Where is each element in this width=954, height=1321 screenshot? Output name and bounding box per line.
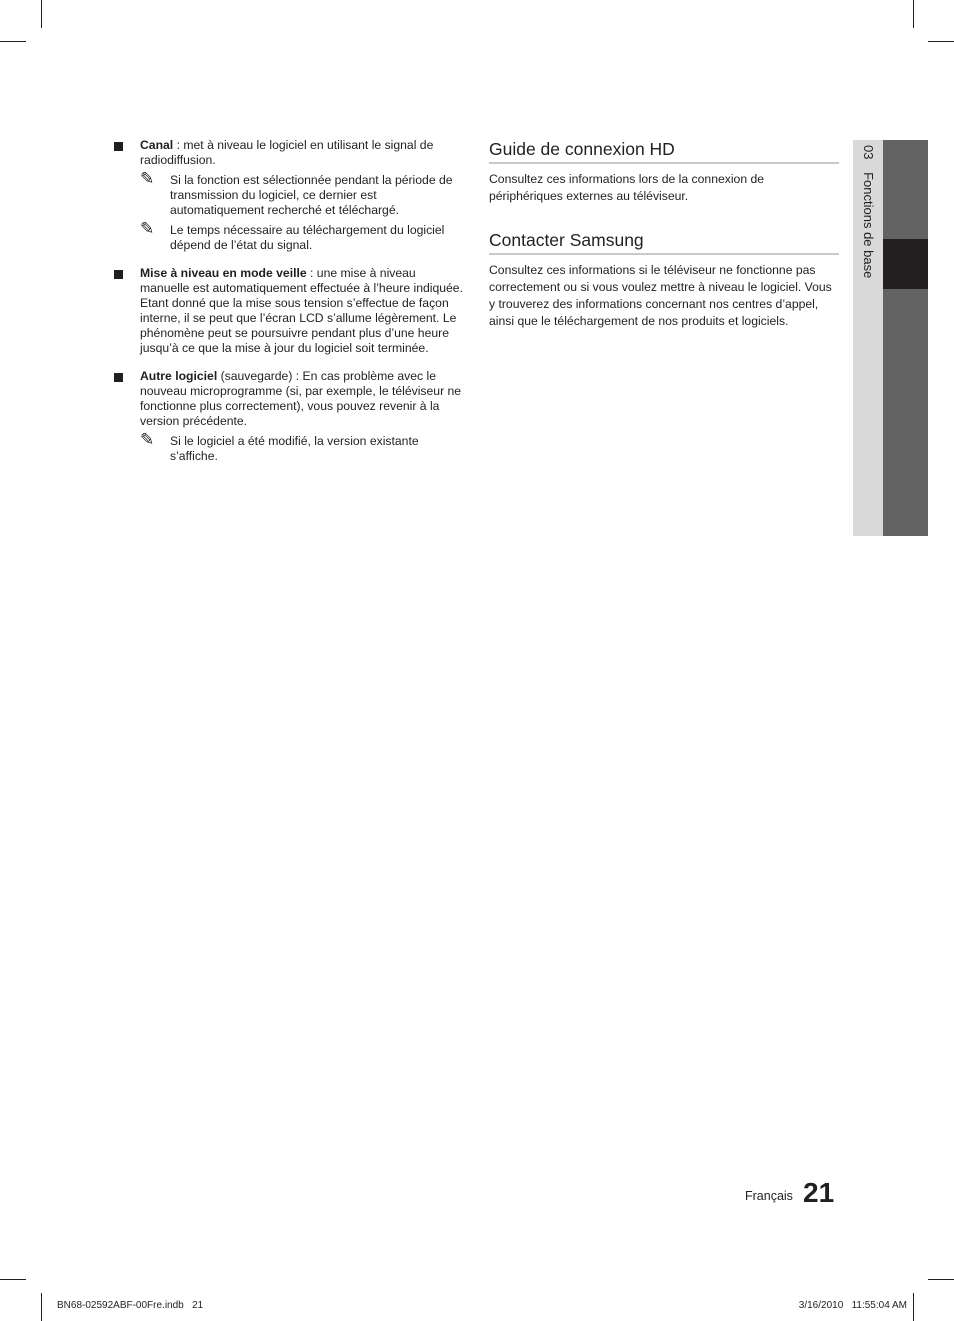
pencil-note-icon: ✎: [140, 169, 155, 188]
item-text: [140, 266, 464, 356]
chapter-number: 03: [861, 145, 876, 160]
print-slug-file: BN68-02592ABF-00Fre.indb 21: [57, 1300, 204, 1311]
section-body: Consultez ces informations lors de la connexion de périphériques externes au téléviseur.: [489, 172, 765, 203]
note: [140, 169, 464, 218]
item-title: Autre logiciel: [140, 369, 218, 383]
square-bullet-icon: [114, 142, 123, 151]
footer-language: Français: [745, 1189, 793, 1203]
pencil-note-icon: ✎: [140, 430, 155, 449]
section-heading: Guide de connexion HD: [489, 138, 839, 164]
crop-mark: [0, 41, 26, 42]
section-body: Consultez ces informations si le téléviseur ne fonctionne pas correctement ou si vous voulez mettre à niveau le logiciel. Vous y trouverez des informations concernant nos centres d’appel, ainsi que le téléchargement de nos produits et logiciels.: [489, 263, 832, 328]
chapter-tab-marker: [883, 239, 928, 289]
right-column: [489, 138, 839, 354]
chapter-tab-label: [858, 145, 878, 278]
crop-mark: [928, 41, 954, 42]
crop-mark: [0, 1279, 26, 1280]
list-item: [114, 266, 464, 356]
chapter-title: Fonctions de base: [861, 172, 876, 279]
list-item: [114, 369, 464, 464]
item-text: [140, 138, 464, 168]
section-heading: Contacter Samsung: [489, 229, 839, 255]
item-description: : une mise à niveau manuelle est automatiquement effectuée à l’heure indiquée. Etant donné que la mise sous tension s’effectue de façon interne, il se peut que l’écran LCD s’allume légèrement. Le phénomène peut se poursuivre pendant plus d’une heure jusqu’à ce que la mise à jour du logiciel soit terminée.: [140, 266, 463, 355]
item-title: Canal: [140, 138, 174, 152]
page-number: 21: [803, 1177, 835, 1208]
square-bullet-icon: [114, 270, 123, 279]
crop-mark: [913, 0, 914, 28]
note: [140, 430, 464, 464]
chapter-tab-dark: [883, 140, 928, 536]
crop-mark: [41, 0, 42, 28]
crop-mark: [913, 1293, 914, 1321]
crop-mark: [928, 1279, 954, 1280]
note-text: Si la fonction est sélectionnée pendant la période de transmission du logiciel, ce dernier est automatiquement recherché et téléchargé.: [170, 173, 453, 217]
item-description: (sauvegarde) : En cas problème avec le nouveau microprogramme (si, par exemple, le téléviseur ne fonctionne plus correctement), vous pouvez revenir à la version précédente.: [140, 369, 462, 428]
note-text: Le temps nécessaire au téléchargement du logiciel dépend de l’état du signal.: [170, 223, 445, 252]
pencil-note-icon: ✎: [140, 219, 155, 238]
item-title: Mise à niveau en mode veille: [140, 266, 307, 280]
left-column: [114, 138, 464, 471]
note-text: Si le logiciel a été modifié, la version existante s’affiche.: [170, 434, 419, 463]
square-bullet-icon: [114, 373, 123, 382]
item-text: [140, 369, 464, 429]
note: [140, 219, 464, 253]
list-item: [114, 138, 464, 253]
print-slug-date: 3/16/2010 11:55:04 AM: [798, 1300, 907, 1311]
crop-mark: [41, 1293, 42, 1321]
item-description: : met à niveau le logiciel en utilisant le signal de radiodiffusion.: [140, 138, 434, 167]
